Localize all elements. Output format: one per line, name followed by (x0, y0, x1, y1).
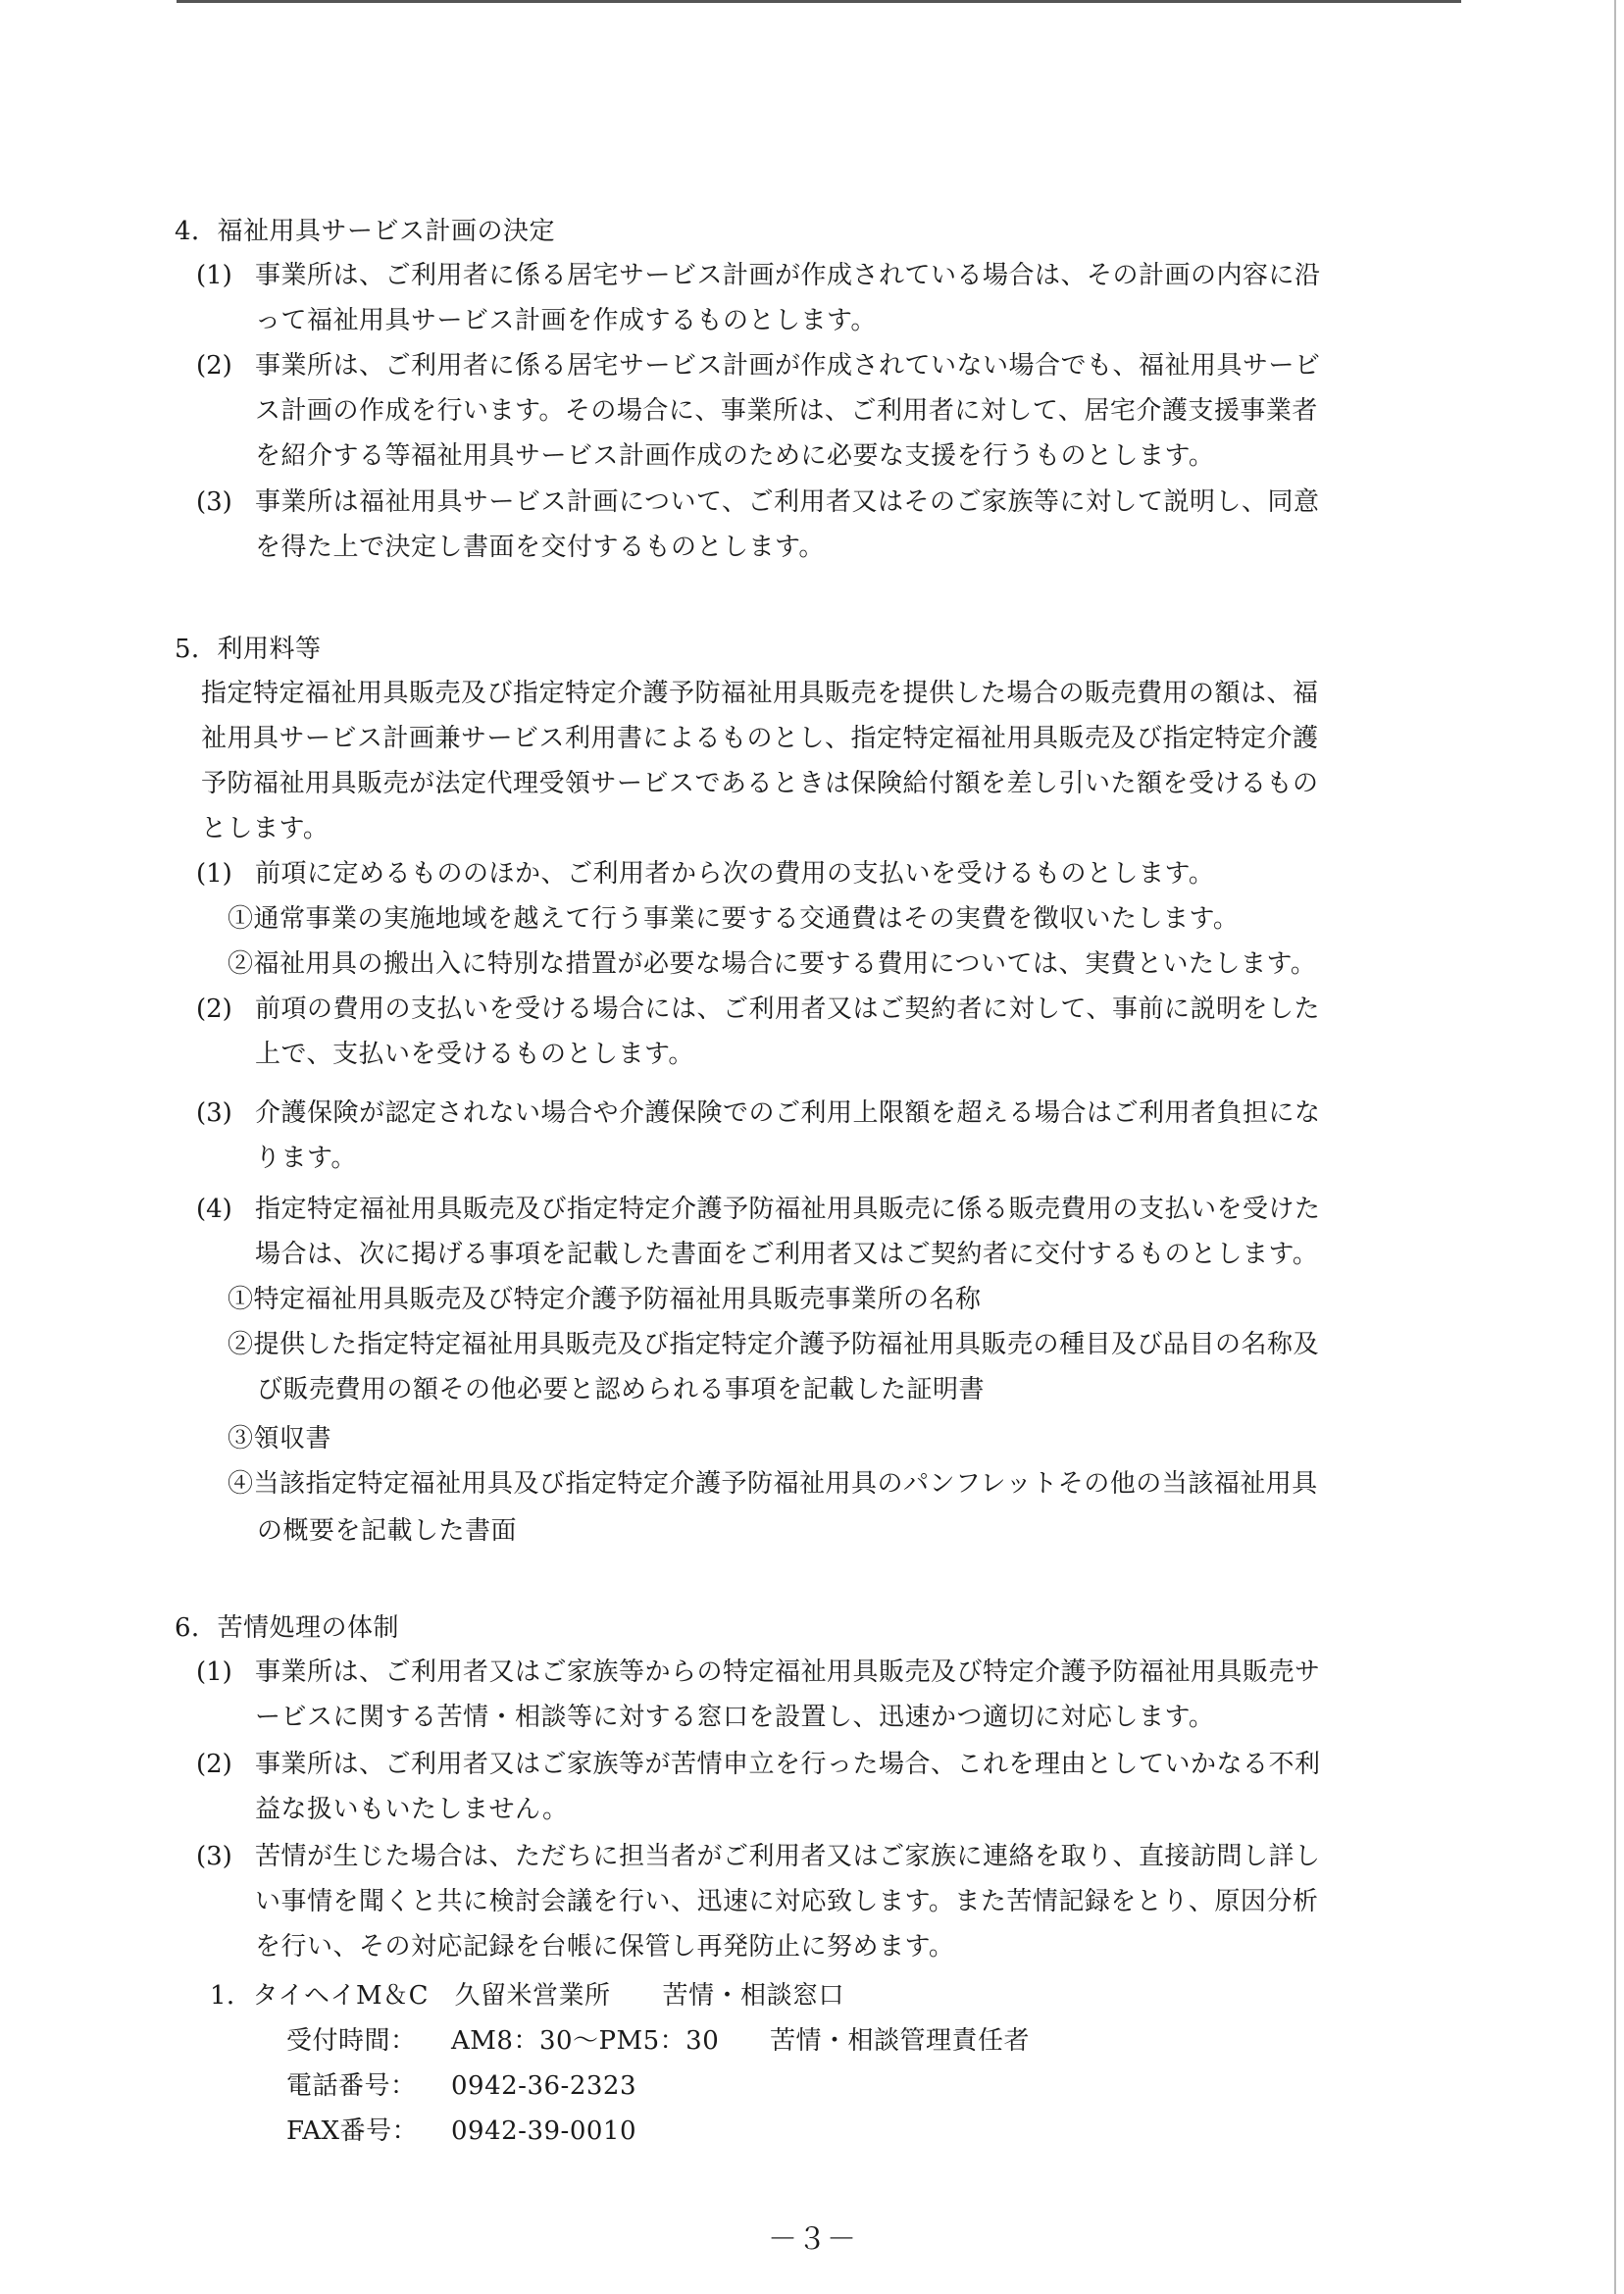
s6-item-2-number: (2) (196, 1750, 232, 1779)
contact-fax: 0942-39-0010 (451, 2116, 636, 2146)
s5-item-2-line-2: 上で、支払いを受けるものとします。 (255, 1040, 694, 1069)
s5-item-4-sub-2-line-1: ②提供した指定特定福祉用具販売及び指定特定介護予防福祉用具販売の種目及び品目の名称及 (228, 1330, 1320, 1359)
contact-tel-label: 電話番号： (286, 2071, 417, 2101)
s4-item-3-number: (3) (196, 487, 232, 517)
page-number: －３－ (768, 2222, 856, 2257)
s5-item-4-line-1: 指定特定福祉用具販売及び指定特定介護予防福祉用具販売に係る販売費用の支払いを受けた (255, 1195, 1321, 1224)
s5-item-4-sub-2-line-2: び販売費用の額その他必要と認められる事項を記載した証明書 (257, 1375, 986, 1404)
s5-item-2-line-1: 前項の費用の支払いを受ける場合には、ご利用者又はご契約者に対して、事前に説明をした (255, 994, 1320, 1024)
s6-item-3-line-3: を行い、その対応記録を台帳に保管し再発防止に努めます。 (255, 1932, 955, 1962)
s5-item-4-sub-3: ③領収書 (228, 1424, 332, 1453)
contact-hours-label: 受付時間： (286, 2026, 417, 2056)
s5-item-1-sub-2: ②福祉用具の搬出入に特別な措置が必要な場合に要する費用については、実費といたします。 (228, 949, 1317, 979)
s5-item-4-line-2: 場合は、次に掲げる事項を記載した書面をご利用者又はご契約者に交付するものとします。 (255, 1240, 1319, 1269)
contact-title: 1．タイヘイM＆C 久留米営業所 苦情・相談窓口 (210, 1981, 845, 2011)
s5-item-4-sub-1: ①特定福祉用具販売及び特定介護予防福祉用具販売事業所の名称 (228, 1285, 982, 1314)
s6-item-3-line-2: い事情を聞くと共に検討会議を行い、迅速に対応致します。また苦情記録をとり、原因分析 (255, 1887, 1319, 1916)
s5-item-4-sub-4-line-2: の概要を記載した書面 (257, 1516, 518, 1546)
s4-item-2-line-3: を紹介する等福祉用具サービス計画作成のために必要な支援を行うものとします。 (255, 441, 1215, 471)
s4-item-2-line-1: 事業所は、ご利用者に係る居宅サービス計画が作成されていない場合でも、福祉用具サービ (255, 351, 1321, 381)
s6-item-3-line-1: 苦情が生じた場合は、ただちに担当者がご利用者又はご家族に連絡を取り、直接訪問し詳し (255, 1842, 1321, 1871)
s4-item-2-line-2: ス計画の作成を行います。その場合に、事業所は、ご利用者に対して、居宅介護支援事業者 (255, 396, 1318, 426)
s5-item-1-number: (1) (196, 859, 232, 889)
s6-item-2-line-1: 事業所は、ご利用者又はご家族等が苦情申立を行った場合、これを理由としていかなる不利 (255, 1750, 1321, 1779)
s5-para-line-1: 指定特定福祉用具販売及び指定特定介護予防福祉用具販売を提供した場合の販売費用の額は、福 (201, 679, 1319, 708)
s5-para-line-4: とします。 (201, 814, 330, 843)
s6-item-3-number: (3) (196, 1842, 232, 1871)
section-4-heading: 4．福祉用具サービス計画の決定 (175, 217, 556, 246)
s5-para-line-3: 予防福祉用具販売が法定代理受領サービスであるときは保険給付額を差し引いた額を受けるもの (201, 769, 1319, 798)
s6-item-1-line-1: 事業所は、ご利用者又はご家族等からの特定福祉用具販売及び特定介護予防福祉用具販売サ (255, 1657, 1321, 1687)
s5-item-3-line-2: ります。 (255, 1144, 357, 1173)
s6-item-2-line-2: 益な扱いもいたしません。 (255, 1795, 569, 1824)
contact-hours: AM8：30～PM5：30 (451, 2026, 720, 2056)
s4-item-3-line-2: を得た上で決定し書面を交付するものとします。 (255, 533, 825, 562)
s5-item-3-line-1: 介護保険が認定されない場合や介護保険でのご利用上限額を超える場合はご利用者負担にな (255, 1098, 1321, 1128)
s5-item-1-line-1: 前項に定めるもののほか、ご利用者から次の費用の支払いを受けるものとします。 (255, 859, 1215, 889)
contact-manager: 苦情・相談管理責任者 (770, 2026, 1031, 2056)
s4-item-3-line-1: 事業所は福祉用具サービス計画について、ご利用者又はそのご家族等に対して説明し、同意 (255, 487, 1320, 517)
s5-item-1-sub-1: ①通常事業の実施地域を越えて行う事業に要する交通費はその実費を徴収いたします。 (228, 904, 1240, 934)
s4-item-1-line-1: 事業所は、ご利用者に係る居宅サービス計画が作成されている場合は、その計画の内容に沿 (255, 261, 1321, 290)
section-5-heading: 5．利用料等 (175, 635, 322, 664)
s6-item-1-number: (1) (196, 1657, 232, 1687)
contact-tel: 0942-36-2323 (451, 2071, 636, 2101)
s5-item-4-sub-4-line-1: ④当該指定特定福祉用具及び指定特定介護予防福祉用具のパンフレットその他の当該福祉用具 (228, 1469, 1318, 1499)
s4-item-1-number: (1) (196, 261, 232, 290)
s5-item-3-number: (3) (196, 1098, 232, 1128)
s5-para-line-2: 祉用具サービス計画兼サービス利用書によるものとし、指定特定福祉用具販売及び指定特定介護 (201, 724, 1319, 753)
section-6-heading: 6．苦情処理の体制 (175, 1613, 400, 1643)
s5-item-4-number: (4) (196, 1195, 232, 1224)
contact-fax-label: FAX番号： (286, 2116, 419, 2146)
s4-item-1-line-2: って福祉用具サービス計画を作成するものとします。 (255, 306, 877, 335)
s6-item-1-line-2: ービスに関する苦情・相談等に対する窓口を設置し、迅速かつ適切に対応します。 (255, 1703, 1215, 1732)
s5-item-2-number: (2) (196, 994, 232, 1024)
s4-item-2-number: (2) (196, 351, 232, 381)
